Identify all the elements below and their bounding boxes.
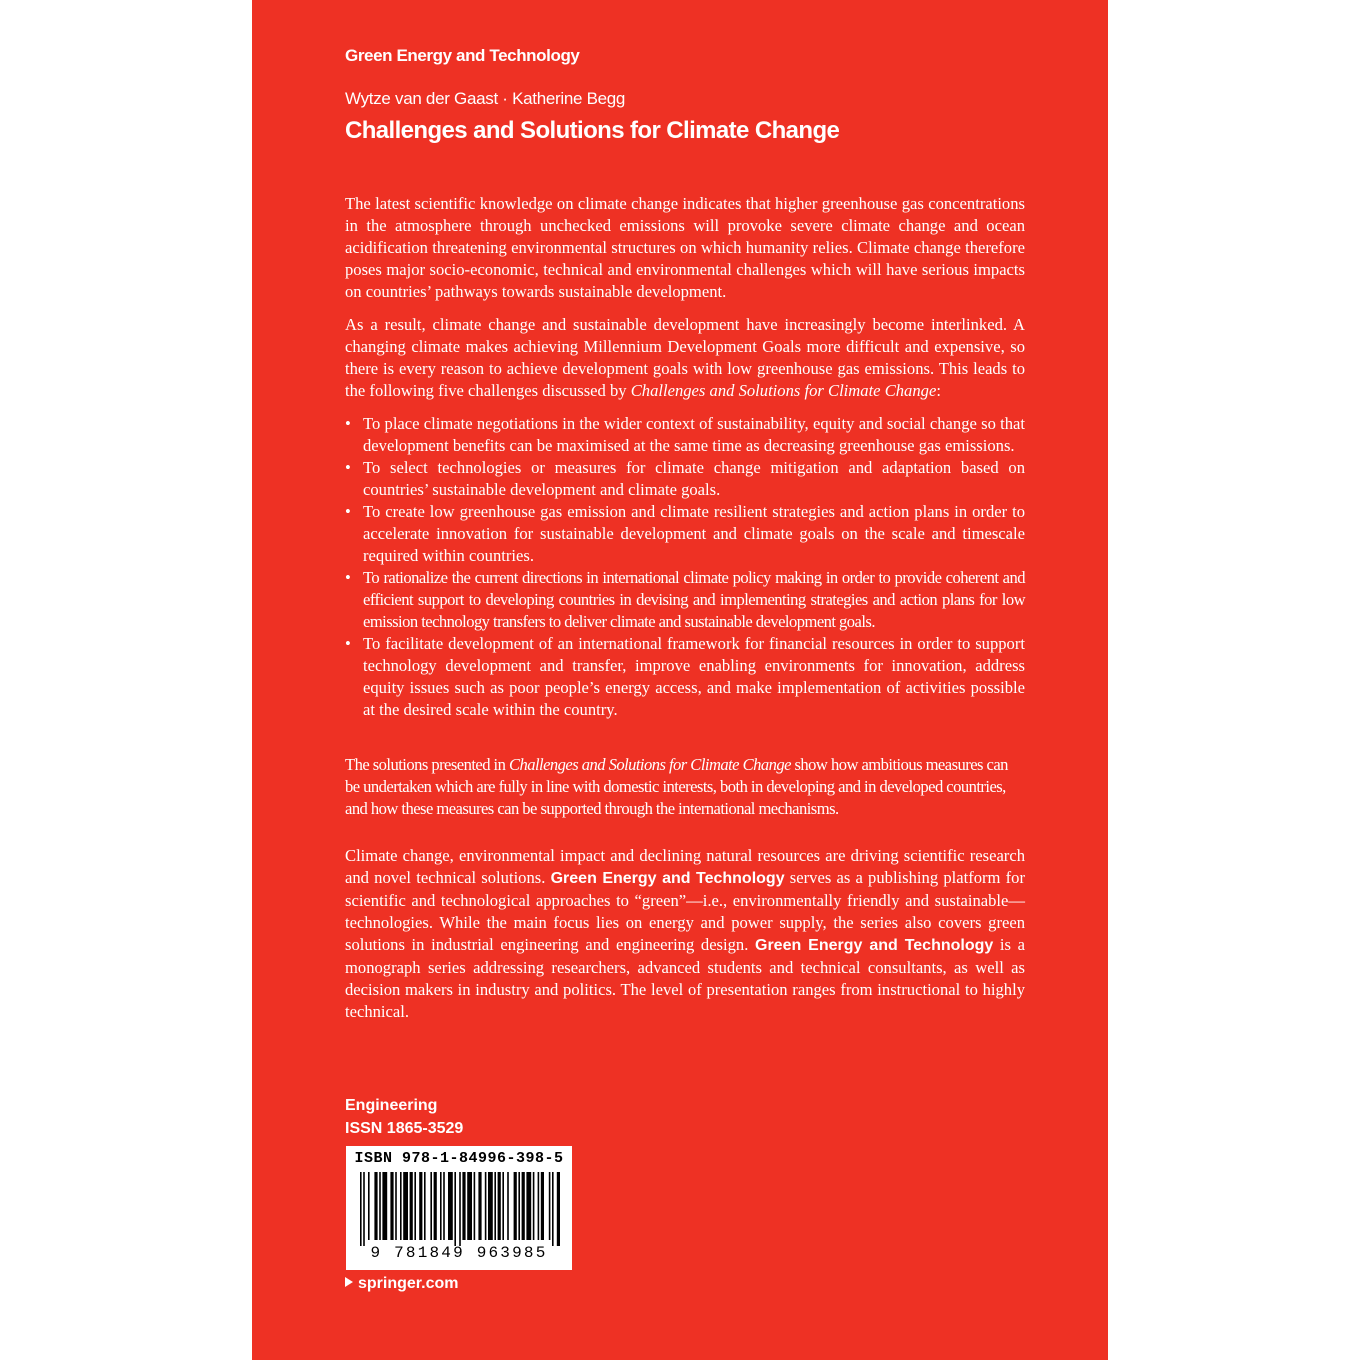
- series-description-part-3: is a monograph series addressing researchers, advanced students and technical consultants, as well as decision makers in industry and politics. The level of presentation ranges from instructional to highly technical.: [345, 935, 1025, 1021]
- barcode-bar: [419, 1172, 422, 1240]
- barcode-bar: [485, 1172, 487, 1240]
- barcode-bar: [403, 1172, 408, 1240]
- barcode-bar: [448, 1172, 453, 1240]
- series-brand-name: Green Energy and Technology: [755, 937, 994, 954]
- barcode-bar: [498, 1172, 501, 1240]
- barcode-bar: [382, 1172, 387, 1240]
- blurb-paragraph-3-book-title: Challenges and Solutions for Climate Change: [508, 755, 791, 774]
- blurb-paragraph-3-text: [345, 754, 1025, 820]
- blurb-paragraph-3: [345, 754, 1025, 820]
- challenge-item: [345, 633, 1025, 721]
- barcode-bar: [462, 1172, 465, 1240]
- issn-label: ISSN 1865-3529: [345, 1120, 464, 1137]
- challenge-item: [345, 413, 1025, 457]
- barcode-panel: [346, 1146, 572, 1270]
- bullet-icon: •: [345, 414, 351, 433]
- barcode-bar: [502, 1172, 504, 1240]
- series-description-part-2: serves as a publishing platform for scientific and technological approaches to “green”—i.e., environmentally friendly and sustainable—technologies. While the main focus lies on energy and power supply, the series also covers green solutions in industrial engineering and engineering design.: [345, 868, 1026, 954]
- isbn-label: ISBN 978-1-84996-398-5: [354, 1150, 564, 1167]
- barcode-bar: [363, 1172, 365, 1246]
- barcode-bar: [395, 1172, 397, 1240]
- blurb-paragraph-3-lead: The solutions presented in: [345, 755, 509, 774]
- ean-digits: 9 781849 963985: [370, 1244, 548, 1262]
- bullet-icon: •: [345, 568, 351, 587]
- challenges-list: [345, 413, 1025, 721]
- barcode-bar: [538, 1172, 540, 1240]
- barcode-bar: [430, 1172, 432, 1240]
- arrow-right-icon: [345, 1277, 353, 1287]
- publisher-website[interactable]: [345, 1275, 458, 1293]
- blurb-paragraph-2-tail: :: [936, 381, 941, 400]
- series-name: Green Energy and Technology: [345, 46, 580, 65]
- barcode-bar: [474, 1172, 476, 1240]
- barcode-bar: [533, 1172, 535, 1240]
- barcode-bar: [390, 1172, 393, 1240]
- barcode-bar: [488, 1172, 493, 1240]
- publisher-website-text: springer.com: [358, 1275, 459, 1292]
- barcode-bar: [467, 1172, 472, 1240]
- barcode-bar: [522, 1172, 525, 1240]
- barcode-bar: [459, 1172, 461, 1246]
- barcode-bar: [424, 1172, 426, 1240]
- bullet-icon: •: [345, 458, 351, 477]
- barcode-bar: [514, 1172, 517, 1240]
- blurb-paragraph-1-text: The latest scientific knowledge on climate change indicates that higher greenhouse gas concentrations in the atmosphere through unchecked emissions will provoke severe climate change and ocean acidification threatening environmental structures on which humanity relies. Climate change therefore poses major socio-economic, technical and environmental challenges which will have serious impacts on countries’ pathways towards sustainable development.: [345, 194, 1025, 301]
- barcode-bar: [549, 1172, 551, 1240]
- barcode-bar: [434, 1172, 437, 1240]
- subject-label: Engineering: [345, 1097, 438, 1114]
- barcode-bar: [410, 1172, 413, 1240]
- barcode-bar: [518, 1172, 520, 1240]
- challenge-item: [345, 501, 1025, 567]
- barcode-bar: [494, 1172, 496, 1240]
- challenge-item-text: To facilitate development of an international framework for financial resources in order to support technology development and transfer, improve enabling environments for innovation, address equity issues such as poor people’s energy access, and make implementation of activities possible at the desired scale within the country.: [363, 634, 1025, 719]
- blurb-paragraph-2: [345, 314, 1025, 402]
- barcode-bar: [379, 1172, 381, 1240]
- barcode-bar: [507, 1172, 509, 1240]
- barcode-bar: [454, 1172, 456, 1246]
- barcode-bar: [368, 1172, 370, 1240]
- barcode-bar: [526, 1172, 531, 1240]
- barcode-bar: [478, 1172, 481, 1240]
- barcode-bar: [400, 1172, 402, 1240]
- book-title: Challenges and Solutions for Climate Change: [345, 117, 840, 144]
- barcode-bar: [440, 1172, 442, 1240]
- bullet-icon: •: [345, 634, 351, 653]
- barcode-bar: [541, 1172, 544, 1240]
- challenge-item-text: To place climate negotiations in the wider context of sustainability, equity and social change so that development benefits can be maximised at the same time as decreasing greenhouse gas emissions.: [363, 414, 1025, 455]
- subject-block: [345, 1094, 463, 1140]
- barcode-bar: [360, 1172, 362, 1246]
- blurb-paragraph-1: [345, 193, 1025, 303]
- blurb-paragraph-3-tail: show how ambitious measures can be undertaken which are fully in line with domestic interests, both in developing and in developed countries, and how these measures can be supported through the international mechanisms.: [345, 755, 1008, 818]
- blurb-paragraph-2-text: [345, 314, 1025, 402]
- challenge-item: [345, 457, 1025, 501]
- barcode-bar: [443, 1172, 445, 1240]
- bullet-icon: •: [345, 502, 351, 521]
- challenge-item-text: To create low greenhouse gas emission and climate resilient strategies and action plans in order to accelerate innovation for sustainable development and climate goals on the scale and timescale required within countries.: [363, 502, 1025, 565]
- challenge-item: [345, 567, 1025, 633]
- series-description-part-1: Climate change, environmental impact and declining natural resources are driving scientific research and novel technical solutions.: [345, 846, 1025, 887]
- barcode-icon: [346, 1172, 572, 1246]
- book-authors: Wytze van der Gaast · Katherine Begg: [345, 89, 626, 108]
- blurb-paragraph-2-book-title: Challenges and Solutions for Climate Change: [630, 381, 937, 400]
- series-brand-name: Green Energy and Technology: [550, 870, 785, 887]
- series-description: [345, 845, 1025, 1023]
- back-cover: [252, 0, 1108, 1360]
- barcode-bar: [552, 1172, 554, 1246]
- blurb-paragraph-2-lead: As a result, climate change and sustainable development have increasingly become interlinked. A changing climate makes achieving Millennium Development Goals more difficult and expensive, so there is every reason to achieve development goals with low greenhouse gas emissions. This leads to the following five challenges discussed by: [345, 315, 1025, 400]
- series-description-text: [345, 845, 1025, 1023]
- barcode-bar: [557, 1172, 560, 1246]
- challenge-item-text: To rationalize the current directions in international climate policy making in order to provide coherent and efficient support to developing countries in devising and implementing strategies and action plans for low emission technology transfers to deliver climate and sustainable development goals.: [363, 568, 1025, 631]
- challenge-item-text: To select technologies or measures for climate change mitigation and adaptation based on countries’ sustainable development and climate goals.: [363, 458, 1025, 499]
- barcode-bar: [374, 1172, 377, 1240]
- barcode-bar: [414, 1172, 416, 1240]
